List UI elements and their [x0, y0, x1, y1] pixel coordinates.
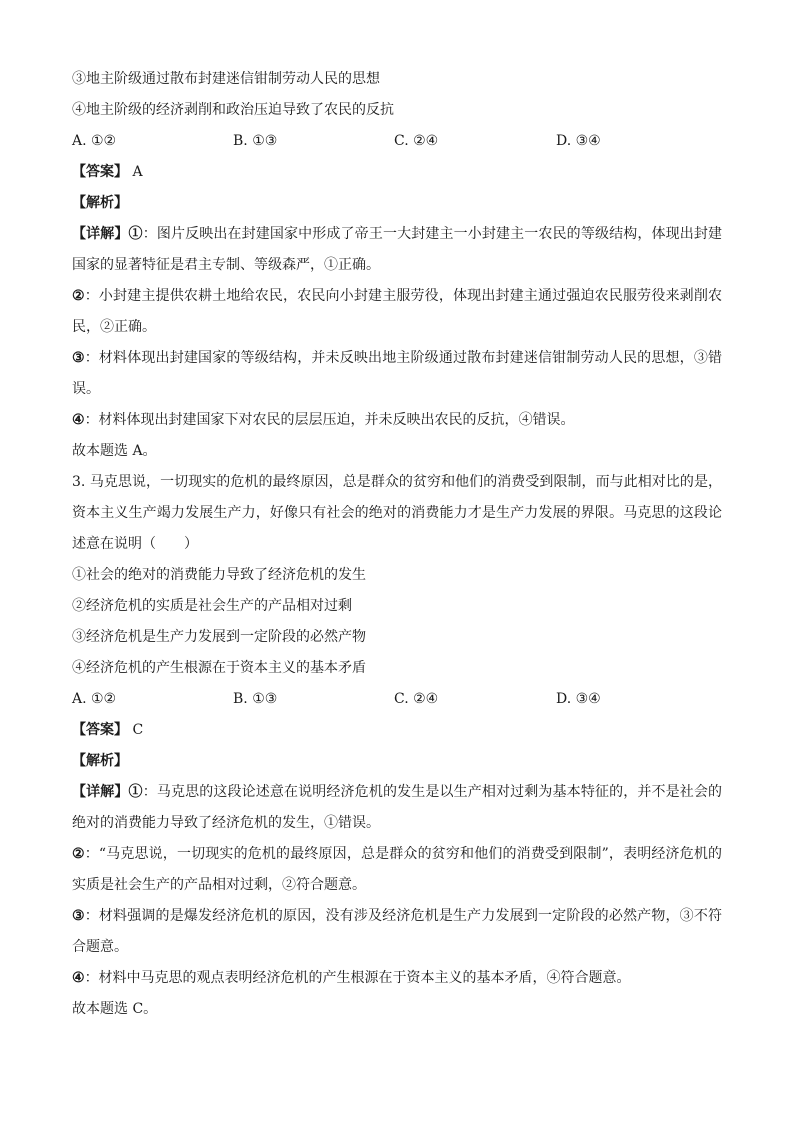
- q2-choice-b: B. ①③: [233, 133, 278, 149]
- q2-detail-2: [72, 281, 722, 343]
- q3-choice-b: B. ①③: [233, 691, 278, 707]
- detail-verdict: ③不符合题意。: [72, 908, 722, 955]
- detail-number: ②: [72, 846, 85, 862]
- q3-option-2: ②经济危机的实质是社会生产的产品相对过剩: [72, 598, 352, 614]
- document-page: [72, 64, 722, 1025]
- detail-text: ：马克思的这段论述意在说明经济危机的发生是以生产相对过剩为基本特征的，并不是社会的绝对的消费能力导致了经济危机的发生，: [72, 784, 722, 831]
- detail-verdict: ②正确。: [100, 319, 156, 335]
- detail-text: ：材料中马克思的观点表明经济危机的产生根源在于资本主义的基本矛盾，: [84, 970, 547, 986]
- detail-verdict: ③错误。: [72, 350, 722, 397]
- detail-verdict: ②符合题意。: [282, 877, 366, 893]
- answer-value: C: [132, 722, 144, 738]
- detail-number: ①: [128, 226, 143, 242]
- q3-detail-2: [72, 839, 722, 901]
- detail-verdict: ①正确。: [324, 257, 380, 273]
- analysis-tag: 【解析】: [72, 195, 128, 211]
- q2-detail-1: [72, 219, 722, 281]
- q3-detail-4: [72, 963, 722, 994]
- q3-answer: [72, 715, 722, 746]
- q2-option-3: ③地主阶级通过散布封建迷信钳制劳动人民的思想: [72, 71, 380, 87]
- q2-choice-a: A. ①②: [72, 133, 117, 149]
- q2-option-4: ④地主阶级的经济剥削和政治压迫导致了农民的反抗: [72, 102, 394, 118]
- q2-answer: [72, 157, 722, 188]
- detail-verdict: ④错误。: [518, 412, 575, 428]
- q3-detail-3: [72, 901, 722, 963]
- analysis-tag: 【解析】: [72, 753, 128, 769]
- q3-choice-d: D. ③④: [556, 691, 601, 707]
- detail-text: ：材料体现出封建国家下对农民的层层压迫，并未反映出农民的反抗，: [84, 412, 519, 428]
- q2-detail-4: [72, 405, 722, 436]
- q3-analysis-tag: [72, 746, 722, 777]
- q2-detail-3: [72, 343, 722, 405]
- q2-choice-d: D. ③④: [556, 133, 601, 149]
- detail-number: ①: [128, 784, 143, 800]
- detail-verdict: ①错误。: [324, 815, 380, 831]
- answer-tag: 【答案】: [72, 722, 128, 738]
- q2-choices: [72, 126, 722, 157]
- detail-number: ④: [72, 412, 85, 428]
- detail-text: ：“马克思说，一切现实的危机的最终原因，总是群众的贫穷和他们的消费受到限制”，表明经济危机的实质是社会生产的产品相对过剩，: [72, 846, 722, 893]
- detail-text: ：小封建主提供农耕土地给农民，农民向小封建主服劳役，体现出封建主通过强迫农民服劳役来剥削农民，: [72, 288, 722, 335]
- q3-stem: 3. 马克思说，一切现实的危机的最终原因，总是群众的贫穷和他们的消费受到限制，而与此相对比的是，资本主义生产竭力发展生产力，好像只有社会的绝对的消费能力才是生产力发展的界限。马克思的这段论述意在说明（ ）: [72, 474, 722, 552]
- q3-detail-1: [72, 777, 722, 839]
- q3-choice-a: A. ①②: [72, 691, 117, 707]
- detail-verdict: ④符合题意。: [546, 970, 631, 986]
- q3-choices: [72, 684, 722, 715]
- detail-number: ③: [72, 908, 85, 924]
- detail-number: ②: [72, 288, 85, 304]
- detail-text: ：材料体现出封建国家的等级结构，并未反映出地主阶级通过散布封建迷信钳制劳动人民的思想，: [84, 350, 694, 366]
- q3-option-1: ①社会的绝对的消费能力导致了经济危机的发生: [72, 567, 366, 583]
- q3-conclusion: 故本题选 C。: [72, 1001, 158, 1017]
- answer-value: A: [132, 164, 143, 180]
- q2-choice-c: C. ②④: [394, 133, 439, 149]
- answer-tag: 【答案】: [72, 164, 128, 180]
- detail-number: ④: [72, 970, 85, 986]
- detail-number: ③: [72, 350, 85, 366]
- detail-tag: 【详解】: [72, 226, 129, 242]
- detail-text: ：图片反映出在封建国家中形成了帝王一大封建主一小封建主一农民的等级结构，体现出封建国家的显著特征是君主专制、等级森严，: [72, 226, 722, 273]
- q3-choice-c: C. ②④: [394, 691, 439, 707]
- q2-conclusion: 故本题选 A。: [72, 443, 157, 459]
- detail-text: ：材料强调的是爆发经济危机的原因，没有涉及经济危机是生产力发展到一定阶段的必然产物，: [84, 908, 680, 924]
- q2-analysis-tag: [72, 188, 722, 219]
- detail-tag: 【详解】: [72, 784, 129, 800]
- q3-option-4: ④经济危机的产生根源在于资本主义的基本矛盾: [72, 660, 366, 676]
- q3-option-3: ③经济危机是生产力发展到一定阶段的必然产物: [72, 629, 366, 645]
